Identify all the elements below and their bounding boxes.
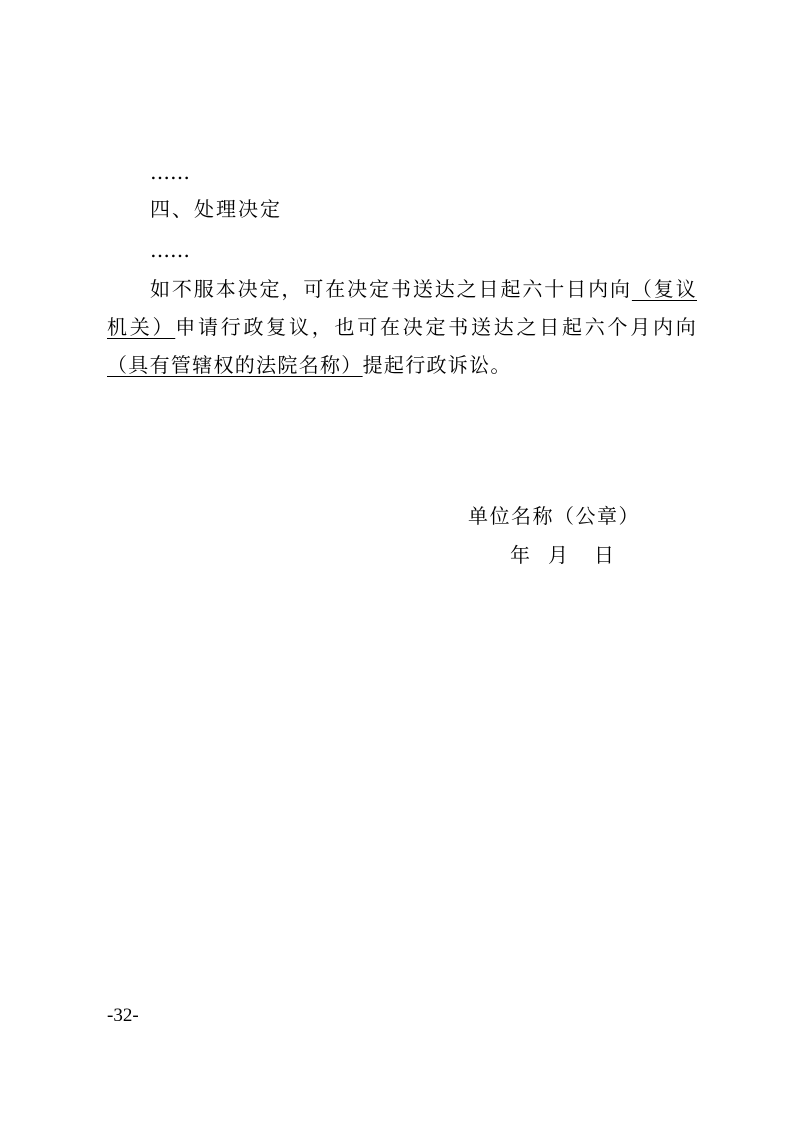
- paragraph-text-part3: 提起行政诉讼。: [362, 353, 512, 377]
- review-authority-placeholder: （复议机关）: [107, 277, 697, 339]
- signature-unit-name: 单位名称（公章）: [468, 504, 640, 528]
- paragraph-text-part2: 申请行政复议，也可在决定书送达之日起六个月内向: [175, 315, 697, 339]
- date-year-label: 年: [510, 543, 530, 567]
- ellipsis-top: ……: [150, 160, 190, 184]
- date-month-label: 月: [548, 543, 568, 567]
- signature-date: [510, 541, 614, 569]
- page-number: -32-: [107, 1005, 139, 1026]
- date-day-label: 日: [594, 543, 614, 567]
- ellipsis-middle: ……: [150, 238, 190, 262]
- paragraph-text-part1: 如不服本决定，可在决定书送达之日起六十日内向: [150, 277, 632, 301]
- court-name-placeholder: （具有管辖权的法院名称）: [107, 353, 363, 377]
- section-heading: 四、处理决定: [150, 197, 282, 221]
- appeal-notice-paragraph: [107, 270, 697, 384]
